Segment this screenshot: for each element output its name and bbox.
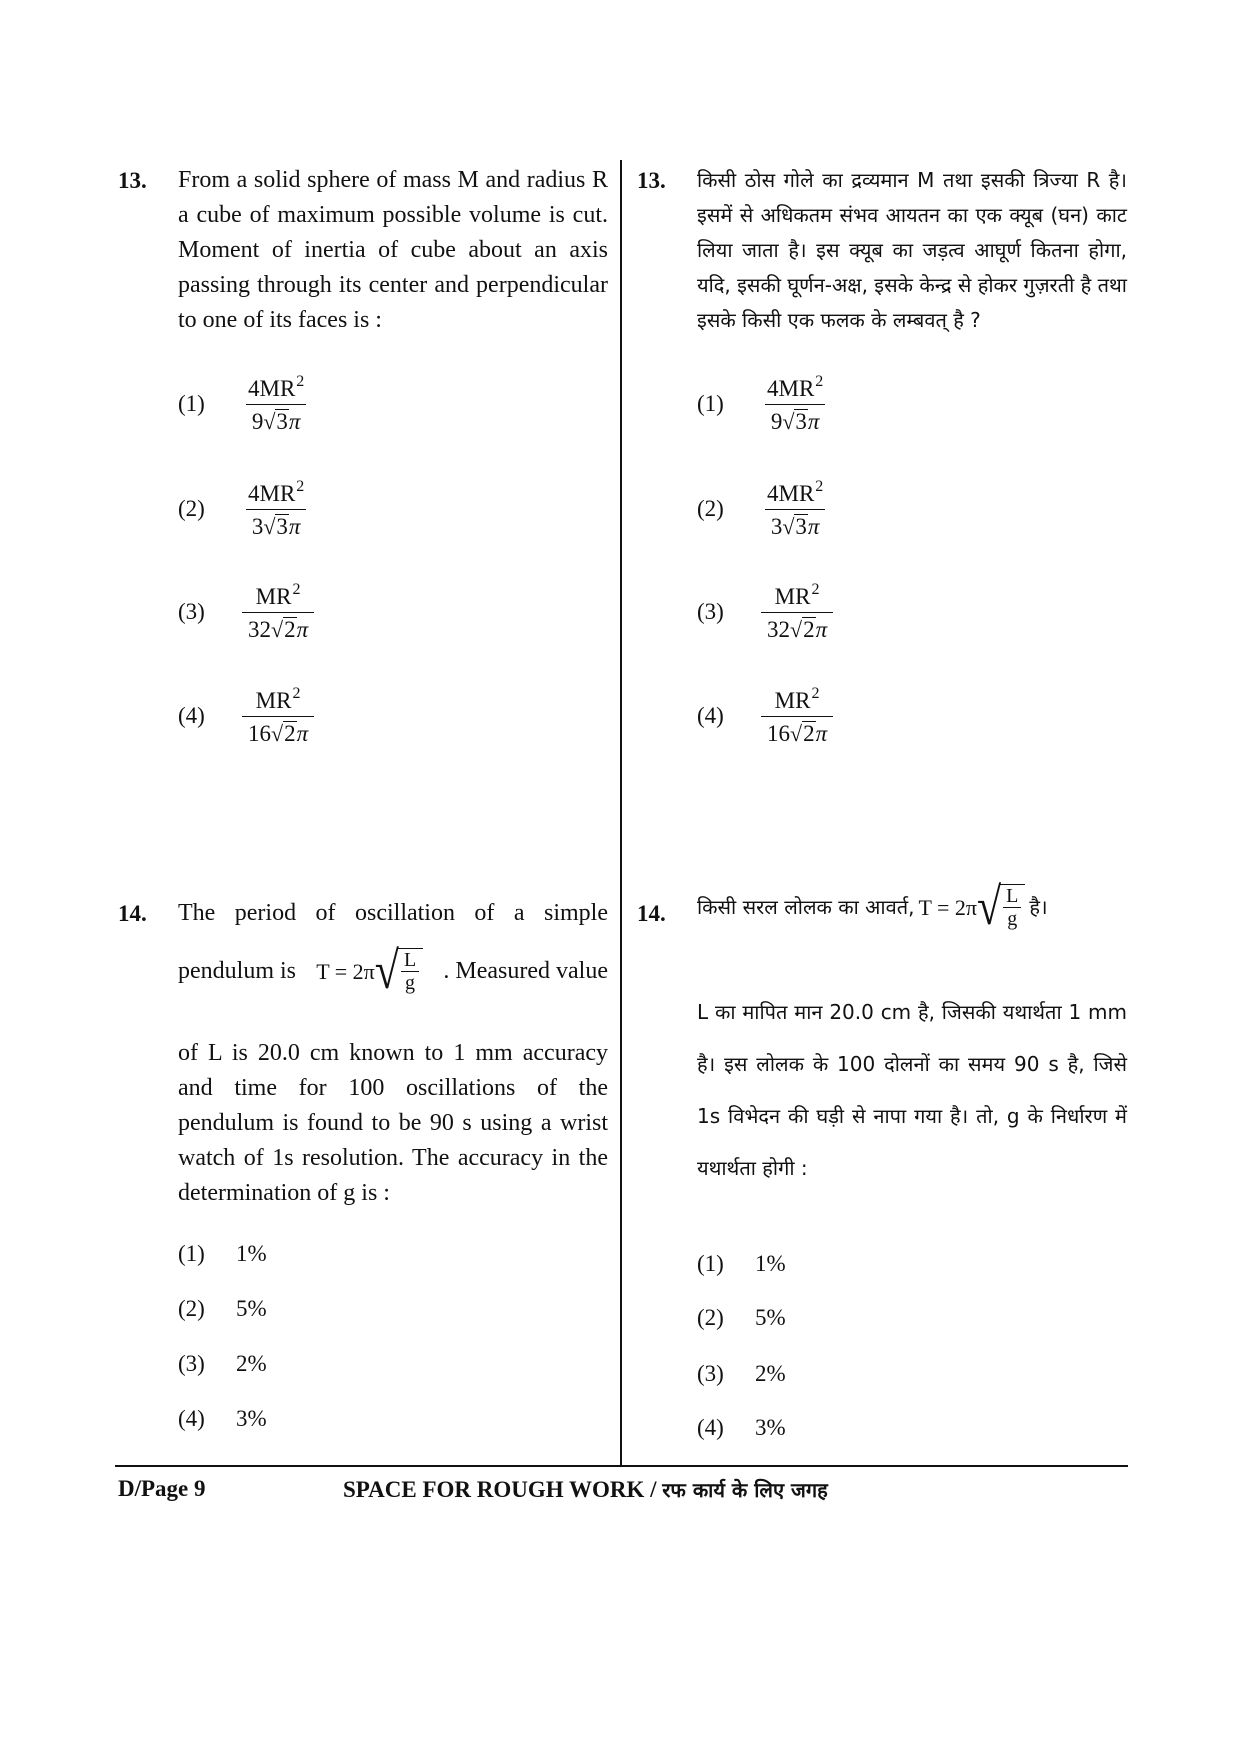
question-formula-line [697, 877, 1137, 936]
option-1[interactable]: (1) 1% [697, 1251, 786, 1276]
option-2[interactable]: (2) 5% [178, 1296, 267, 1321]
option-3[interactable]: (3) 2% [697, 1361, 786, 1386]
option-4[interactable]: (4) 3% [697, 1415, 786, 1440]
question-number: 14. [118, 901, 147, 926]
question-formula-line [178, 941, 608, 1000]
question-line-1: The period of oscillation of a simple [178, 900, 608, 926]
formula-trail: . Measured value [443, 957, 608, 984]
question-text: of L is 20.0 cm known to 1 mm accuracy and time for 100 oscillations of the pendulum is found to be 90 s using a wrist watch of 1s resolution. The accuracy in the determination of g is : [178, 1040, 608, 1206]
fraction: $MR^2$ 16 √ 2 π [761, 686, 833, 745]
period-formula: T = 2π √ L g [918, 884, 1025, 930]
option-1[interactable]: (1) 1% [178, 1241, 267, 1266]
option-1[interactable] [178, 368, 310, 438]
question-number: 13. [118, 168, 147, 193]
formula-trail: है। [1029, 894, 1048, 919]
question-13-english [118, 163, 610, 746]
question-text: L का मापित मान 20.0 cm है, जिसकी यथार्थता 1 mm है। इस लोलक के 100 दोलनों का समय 90 s है, जिसे 1s विभेदन की घड़ी से नापा गया है। तो, g के निर्धारण में यथार्थता होगी : [697, 1000, 1127, 1180]
option-label: (2) [697, 495, 724, 521]
option-label: (2) [178, 495, 205, 521]
question-13-hindi [637, 163, 1129, 746]
question-text: किसी ठोस गोले का द्रव्यमान M तथा इसकी त्रिज्या R है। इसमें से अधिकतम संभव आयतन का एक क्यूब (घन) काट लिया जाता है। इस क्यूब का जड़त्व आघूर्ण कितना होगा, यदि, इसकी घूर्णन-अक्ष, इसके केन्द्र से होकर गुज़रती है तथा इसके किसी एक फलक के लम्बवत् है ? [697, 168, 1127, 332]
option-4[interactable] [697, 680, 833, 750]
option-4[interactable] [178, 680, 314, 750]
fraction: $4MR^2$ 9 √ 3 π [761, 374, 829, 433]
option-3[interactable]: (3) 2% [178, 1351, 267, 1376]
option-3[interactable] [178, 576, 314, 646]
option-3[interactable] [697, 576, 833, 646]
fraction: $MR^2$ 16 √ 2 π [242, 686, 314, 745]
question-number: 14. [637, 901, 666, 926]
period-formula: T = 2π √ L g [316, 948, 423, 994]
page-number: D/Page 9 [118, 1476, 206, 1501]
option-label: (1) [178, 390, 205, 416]
question-14-english [118, 896, 610, 1456]
formula-lead: किसी सरल लोलक का आवर्त, [697, 894, 915, 919]
option-4[interactable]: (4) 3% [178, 1406, 267, 1431]
footer-rule [115, 1465, 1128, 1467]
question-text: From a solid sphere of mass M and radius R a cube of maximum possible volume is cut. Moment of inertia of cube about an axis passing through its center and perpendicular to one of its faces is : [178, 167, 608, 333]
fraction: $4MR^2$ 9 √ 3 π [242, 374, 310, 433]
fraction: $4MR^2$ 3 √ 3 π [761, 479, 829, 538]
option-1[interactable] [697, 368, 829, 438]
option-label: (4) [697, 702, 724, 728]
formula-lead: pendulum is [178, 957, 296, 984]
option-2[interactable]: (2) 5% [697, 1305, 786, 1330]
option-label: (3) [697, 598, 724, 624]
column-divider [620, 160, 622, 1465]
fraction: $MR^2$ 32 √ 2 π [761, 582, 833, 641]
rough-work-english: SPACE FOR ROUGH WORK / [343, 1477, 657, 1502]
option-2[interactable] [178, 473, 310, 543]
fraction: $MR^2$ 32 √ 2 π [242, 582, 314, 641]
rough-work-hindi: रफ कार्य के लिए जगह [662, 1478, 828, 1502]
option-label: (1) [697, 390, 724, 416]
option-label: (4) [178, 702, 205, 728]
question-number: 13. [637, 168, 666, 193]
fraction: $4MR^2$ 3 √ 3 π [242, 479, 310, 538]
question-14-hindi [637, 877, 1129, 1456]
option-label: (3) [178, 598, 205, 624]
rough-work-label [343, 1476, 828, 1503]
option-2[interactable] [697, 473, 829, 543]
